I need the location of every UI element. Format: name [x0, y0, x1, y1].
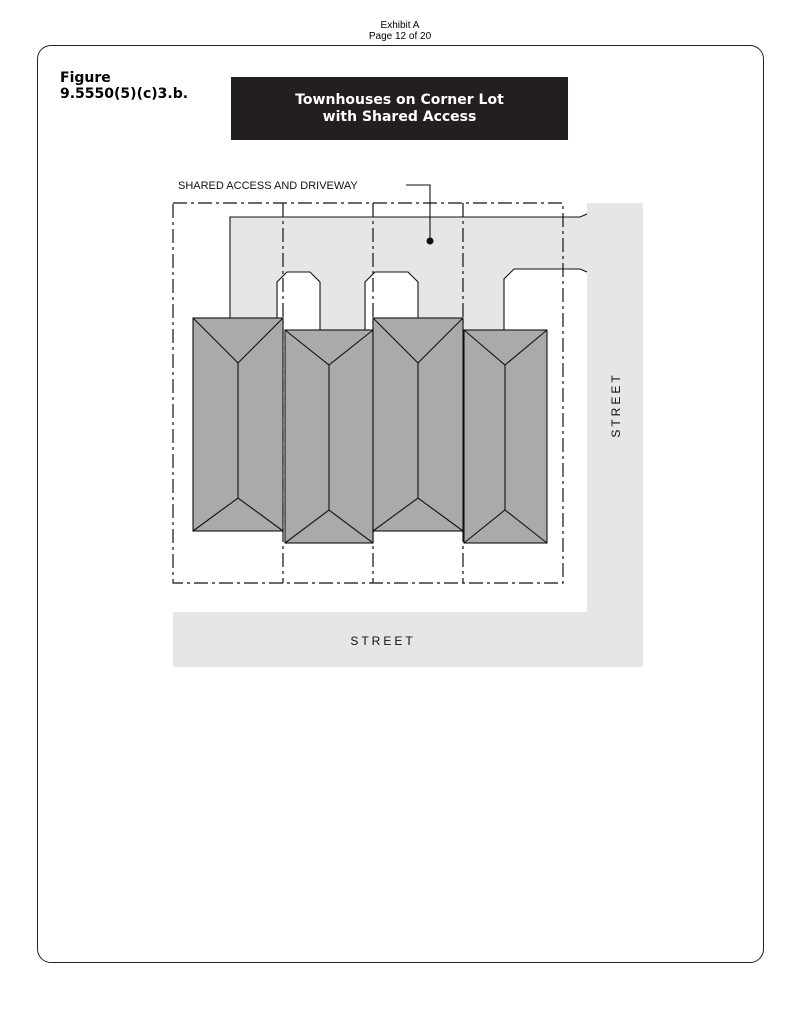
townhouse-4: [464, 330, 547, 543]
driveway-edge-inner-3: [504, 269, 587, 330]
street-label-right: STREET: [609, 372, 623, 438]
callout-label: SHARED ACCESS AND DRIVEWAY: [178, 180, 358, 192]
title-line2: with Shared Access: [322, 108, 477, 125]
figure-number: 9.5550(5)(c)3.b.: [60, 86, 189, 102]
figure-label-line1: Figure: [60, 70, 111, 86]
street-label-bottom: STREET: [350, 634, 416, 648]
townhouse-2: [285, 330, 373, 543]
title-line1: Townhouses on Corner Lot: [295, 91, 504, 108]
townhouse-1: [193, 318, 283, 531]
callout-dot: [427, 238, 434, 245]
exhibit-label: Exhibit A: [380, 20, 420, 31]
page-number: Page 12 of 20: [368, 31, 432, 42]
townhouse-3: [373, 318, 463, 531]
